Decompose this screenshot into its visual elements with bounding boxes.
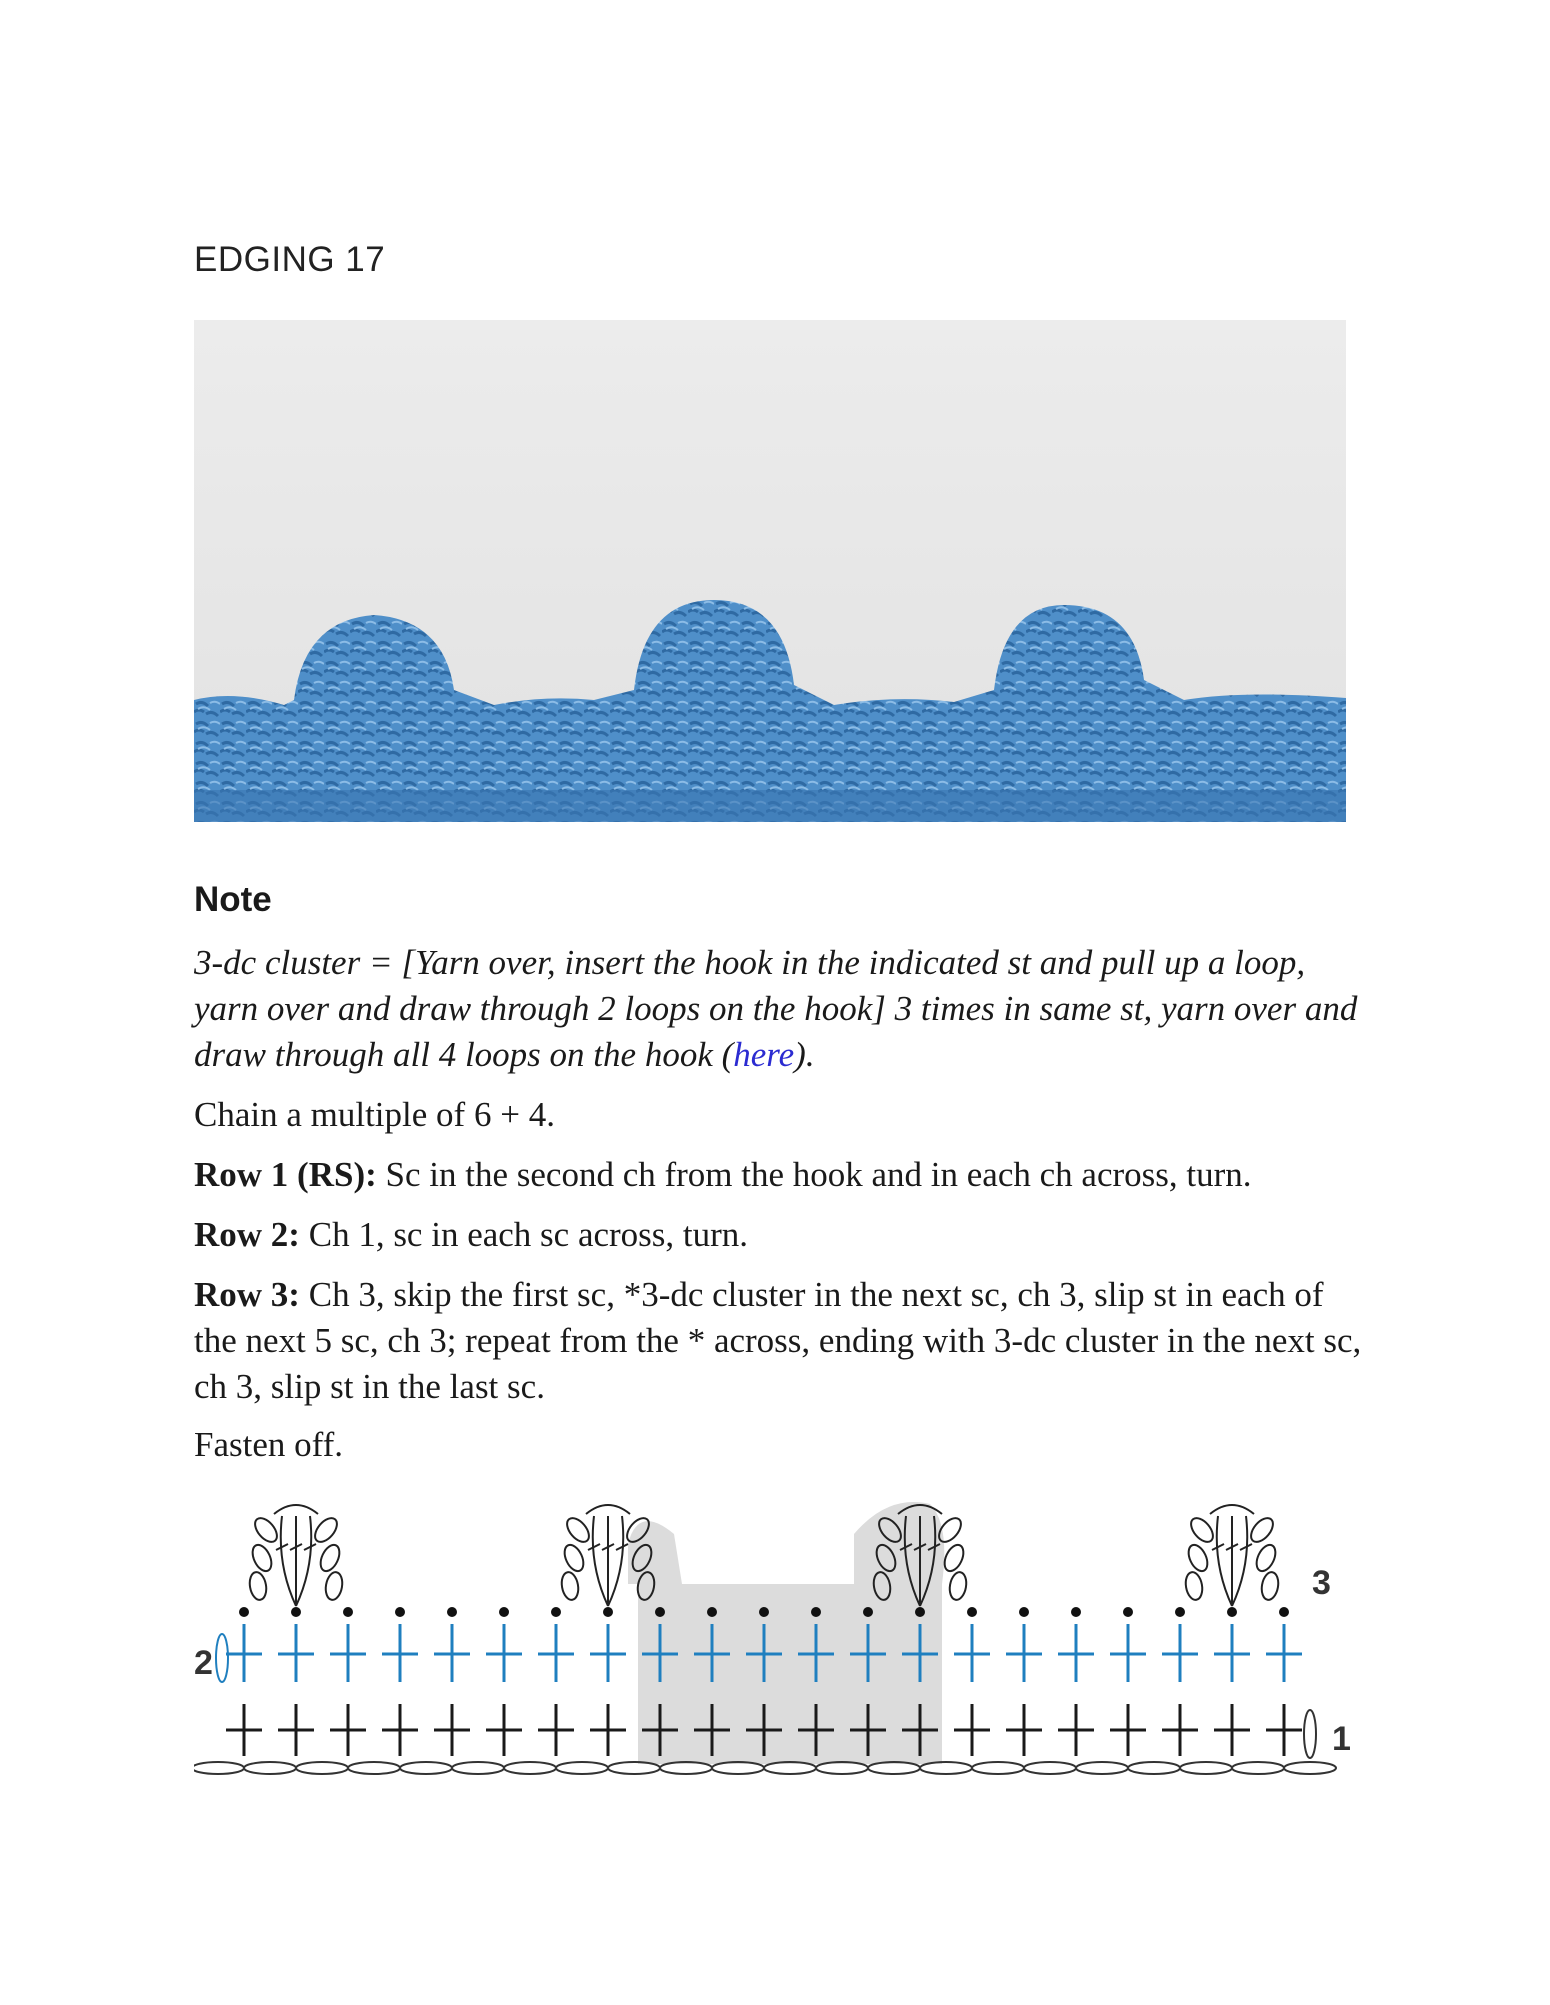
fasten-off-instruction: Fasten off. — [194, 1425, 344, 1464]
foundation-chain-stitch — [920, 1762, 972, 1774]
row3-slip-stitch — [811, 1607, 821, 1617]
row3-slip-stitch — [1071, 1607, 1081, 1617]
row3-slip-stitch — [551, 1607, 561, 1617]
row2-turning-chain — [216, 1634, 228, 1682]
note-heading: Note — [194, 880, 272, 919]
row3-chain-left — [1185, 1542, 1211, 1574]
row3-instruction — [194, 1272, 1374, 1410]
foundation-chain-stitch — [400, 1762, 452, 1774]
foundation-chain-stitch — [1232, 1762, 1284, 1774]
foundation-chain-stitch — [1024, 1762, 1076, 1774]
row3-cluster-top — [586, 1505, 630, 1514]
foundation-chain-stitch — [348, 1762, 400, 1774]
foundation-chain-stitch — [1180, 1762, 1232, 1774]
row3-cluster-top — [1210, 1505, 1254, 1514]
row3-slip-stitch — [967, 1607, 977, 1617]
stitch-diagram — [194, 1494, 1354, 1784]
row3-cluster-base — [291, 1607, 301, 1617]
row3-chain-right — [941, 1542, 967, 1574]
foundation-chain-stitch — [452, 1762, 504, 1774]
row3-chain-right — [1253, 1542, 1279, 1574]
row-label-3: 3 — [1312, 1564, 1331, 1602]
row3-text: Ch 3, skip the first sc, *3-dc cluster in the next sc, ch 3, slip st in each of the next 5 sc, ch 3; repeat from the * across, ending with 3-dc cluster in the next sc, ch 3, slip st in the last sc. — [194, 1275, 1362, 1406]
foundation-chain-stitch — [244, 1762, 296, 1774]
row3-slip-stitch — [1019, 1607, 1029, 1617]
row3-dc-stem — [593, 1516, 608, 1606]
row2-instruction — [194, 1212, 1374, 1258]
row-label-1: 1 — [1332, 1720, 1351, 1758]
row3-cluster-top — [274, 1505, 318, 1514]
row3-label: Row 3: — [194, 1275, 300, 1314]
row3-chain-left — [249, 1542, 275, 1574]
row2-label: Row 2: — [194, 1215, 300, 1254]
row-label-2: 2 — [194, 1644, 213, 1682]
foundation-chain-stitch — [296, 1762, 348, 1774]
row3-chain-right — [324, 1571, 345, 1601]
foundation-chain-stitch — [1128, 1762, 1180, 1774]
foundation-chain-stitch — [504, 1762, 556, 1774]
row3-chain-right — [1260, 1571, 1281, 1601]
foundation-chain-stitch — [1284, 1762, 1336, 1774]
row1-turning-chain — [1304, 1710, 1316, 1758]
row1-text: Sc in the second ch from the hook and in each ch across, turn. — [376, 1155, 1252, 1194]
row3-slip-stitch — [447, 1607, 457, 1617]
row3-cluster-base — [1227, 1607, 1237, 1617]
row3-cluster-base — [915, 1607, 925, 1617]
row3-slip-stitch — [759, 1607, 769, 1617]
row3-dc-stem — [1232, 1516, 1247, 1606]
row3-chain-left — [248, 1571, 269, 1601]
crochet-edging-photo — [194, 320, 1346, 822]
foundation-chain-stitch — [972, 1762, 1024, 1774]
foundation-chain-stitch — [1076, 1762, 1128, 1774]
note-text-before-link: 3-dc cluster = [Yarn over, insert the hook in the indicated st and pull up a loop, yarn over and draw through 2 loops on the hook] 3 times in same st, yarn over and draw through all 4 loops on the hook ( — [194, 943, 1358, 1074]
row3-slip-stitch — [343, 1607, 353, 1617]
chain-instruction: Chain a multiple of 6 + 4. — [194, 1095, 555, 1134]
foundation-chain-stitch — [608, 1762, 660, 1774]
row3-chain-left — [560, 1571, 581, 1601]
row3-slip-stitch — [239, 1607, 249, 1617]
row3-chain-left — [1184, 1571, 1205, 1601]
repeat-shade-main — [638, 1584, 942, 1764]
row3-slip-stitch — [863, 1607, 873, 1617]
row3-slip-stitch — [499, 1607, 509, 1617]
note-text-after-link: ). — [794, 1035, 815, 1074]
row3-chain-right — [1247, 1514, 1277, 1546]
page-title: EDGING 17 — [194, 240, 386, 279]
row3-dc-stem — [608, 1516, 623, 1606]
foundation-chain-stitch — [194, 1762, 244, 1774]
row3-slip-stitch — [1279, 1607, 1289, 1617]
row3-slip-stitch — [707, 1607, 717, 1617]
row3-slip-stitch — [395, 1607, 405, 1617]
row3-chain-left — [251, 1514, 281, 1546]
here-link[interactable]: here — [733, 1035, 795, 1074]
row3-chain-right — [317, 1542, 343, 1574]
row3-chain-left — [561, 1542, 587, 1574]
row3-chain-left — [1187, 1514, 1217, 1546]
row3-cluster-base — [603, 1607, 613, 1617]
row3-slip-stitch — [1175, 1607, 1185, 1617]
row1-label: Row 1 (RS): — [194, 1155, 377, 1194]
row3-dc-stem — [281, 1516, 296, 1606]
note-text — [194, 940, 1374, 1078]
row3-dc-stem — [296, 1516, 311, 1606]
row3-dc-stem — [1217, 1516, 1232, 1606]
row3-slip-stitch — [655, 1607, 665, 1617]
row3-chain-left — [563, 1514, 593, 1546]
row3-chain-right — [311, 1514, 341, 1546]
row2-text: Ch 1, sc in each sc across, turn. — [299, 1215, 749, 1254]
row1-instruction — [194, 1152, 1374, 1198]
foundation-chain-stitch — [556, 1762, 608, 1774]
row3-slip-stitch — [1123, 1607, 1133, 1617]
row3-chain-right — [948, 1571, 969, 1601]
